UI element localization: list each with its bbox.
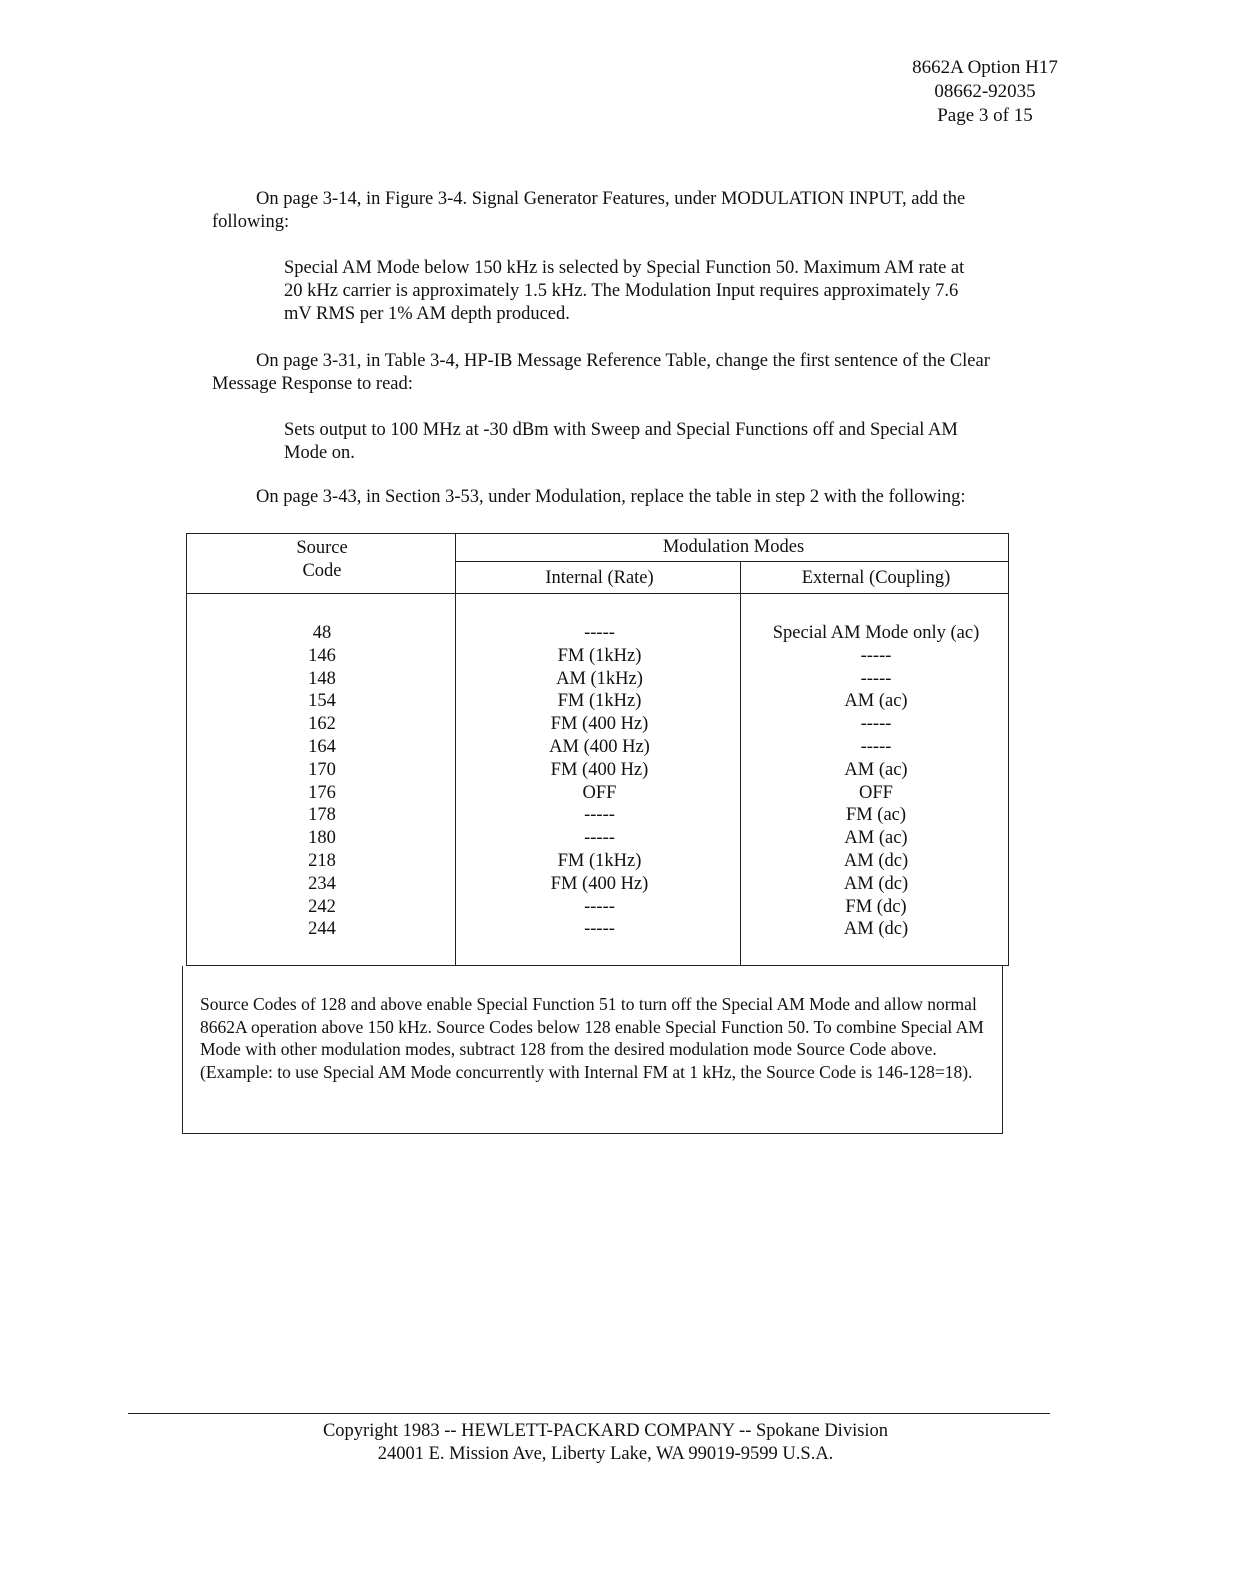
header-external-coupling: External (Coupling) xyxy=(801,568,951,588)
table-cell-external: AM (dc) xyxy=(843,919,909,940)
table-cell-code: 164 xyxy=(308,736,336,757)
table-cell-external: AM (ac) xyxy=(844,691,908,712)
column-source-code xyxy=(187,622,457,941)
table-cell-code: 154 xyxy=(308,691,336,712)
table-cell-code: 244 xyxy=(308,919,336,940)
paragraph-figure-3-4: On page 3-14, in Figure 3-4. Signal Generator Features, under MODULATION INPUT, add the following: xyxy=(212,189,966,232)
table-cell-external: AM (dc) xyxy=(843,873,909,894)
table-cell-code: 178 xyxy=(308,805,336,826)
table-cell-external: OFF xyxy=(859,782,893,803)
table-cell-internal: ----- xyxy=(584,828,615,849)
table-cell-internal: FM (1kHz) xyxy=(557,645,642,666)
header-page-number: Page 3 of 15 xyxy=(937,105,1033,126)
table-cell-code: 162 xyxy=(308,714,336,735)
table-cell-internal: FM (400 Hz) xyxy=(550,873,649,894)
paragraph-section-3-53: On page 3-43, in Section 3-53, under Modulation, replace the table in step 2 with the following: xyxy=(256,487,966,507)
table-cell-internal: ----- xyxy=(584,896,615,917)
document-header xyxy=(900,56,1070,128)
table-rule-modes xyxy=(455,561,1008,562)
table-cell-external: AM (dc) xyxy=(843,850,909,871)
header-modulation-modes: Modulation Modes xyxy=(662,537,805,557)
table-cell-internal: ----- xyxy=(584,623,615,643)
table-note-box xyxy=(182,966,1003,1134)
table-cell-external: ----- xyxy=(860,668,892,689)
header-code: Code xyxy=(302,561,342,581)
header-source: Source xyxy=(296,538,348,558)
table-cell-code: 146 xyxy=(308,645,336,666)
table-cell-internal: ----- xyxy=(584,919,615,940)
footer-address: 24001 E. Mission Ave, Liberty Lake, WA 99019-9599 U.S.A. xyxy=(377,1444,834,1464)
table-cell-code: 218 xyxy=(308,850,336,871)
table-cell-code: 48 xyxy=(312,623,332,643)
table-cell-external: ----- xyxy=(860,714,892,735)
table-cell-internal: FM (400 Hz) xyxy=(550,714,649,735)
table-cell-code: 234 xyxy=(308,873,336,894)
column-internal-rate xyxy=(457,622,742,941)
document-footer xyxy=(128,1420,1083,1466)
header-model: 8662A Option H17 xyxy=(912,57,1058,78)
table-cell-code: 148 xyxy=(308,668,336,689)
table-cell-internal: ----- xyxy=(584,805,615,826)
table-cell-external: Special AM Mode only (ac) xyxy=(772,623,980,643)
table-cell-internal: FM (400 Hz) xyxy=(550,759,649,780)
table-cell-external: FM (ac) xyxy=(845,805,907,826)
footer-divider xyxy=(128,1413,1050,1414)
quote-special-am-mode: Special AM Mode below 150 kHz is selected by Special Function 50. Maximum AM rate at 20 kHz carrier is approximately 1.5 kHz. The Modulation Input requires approximately 7.6 mV RMS per 1% AM depth produced. xyxy=(284,258,965,324)
table-cell-internal: FM (1kHz) xyxy=(557,691,642,712)
header-part-number: 08662-92035 xyxy=(934,81,1036,102)
table-cell-code: 180 xyxy=(308,828,336,849)
table-cell-internal: FM (1kHz) xyxy=(557,850,642,871)
table-cell-internal: AM (1kHz) xyxy=(556,668,643,689)
table-cell-code: 242 xyxy=(308,896,336,917)
table-cell-internal: OFF xyxy=(582,782,617,803)
table-note-text: Source Codes of 128 and above enable Special Function 51 to turn off the Special AM Mode and allow normal 8662A operation above 150 kHz. Source Codes below 128 enable Special Function 50. To combine Special AM Mode with other modulation modes, subtract 128 from the desired modulation mode Source Code above. (Example: to use Special AM Mode concurrently with Internal FM at 1 kHz, the Source Code is 146-128=18). xyxy=(200,994,984,1082)
table-cell-code: 170 xyxy=(308,759,336,780)
footer-copyright: Copyright 1983 -- HEWLETT-PACKARD COMPANY -- Spokane Division xyxy=(322,1421,889,1441)
table-cell-external: ----- xyxy=(860,645,892,666)
table-cell-external: FM (dc) xyxy=(845,896,907,917)
modulation-table xyxy=(186,533,1009,966)
table-rule-header xyxy=(187,593,1008,594)
table-cell-external: AM (ac) xyxy=(844,759,908,780)
table-cell-external: ----- xyxy=(860,736,892,757)
column-external-coupling xyxy=(742,622,1010,941)
table-cell-code: 176 xyxy=(308,782,336,803)
header-internal-rate: Internal (Rate) xyxy=(545,568,654,588)
quote-clear-message-response: Sets output to 100 MHz at -30 dBm with Sweep and Special Functions off and Special AM Mode on. xyxy=(284,420,958,463)
paragraph-table-3-4: On page 3-31, in Table 3-4, HP-IB Message Reference Table, change the first sentence of the Clear Message Response to read: xyxy=(212,351,990,394)
table-cell-internal: AM (400 Hz) xyxy=(549,736,650,757)
table-cell-external: AM (ac) xyxy=(844,828,908,849)
